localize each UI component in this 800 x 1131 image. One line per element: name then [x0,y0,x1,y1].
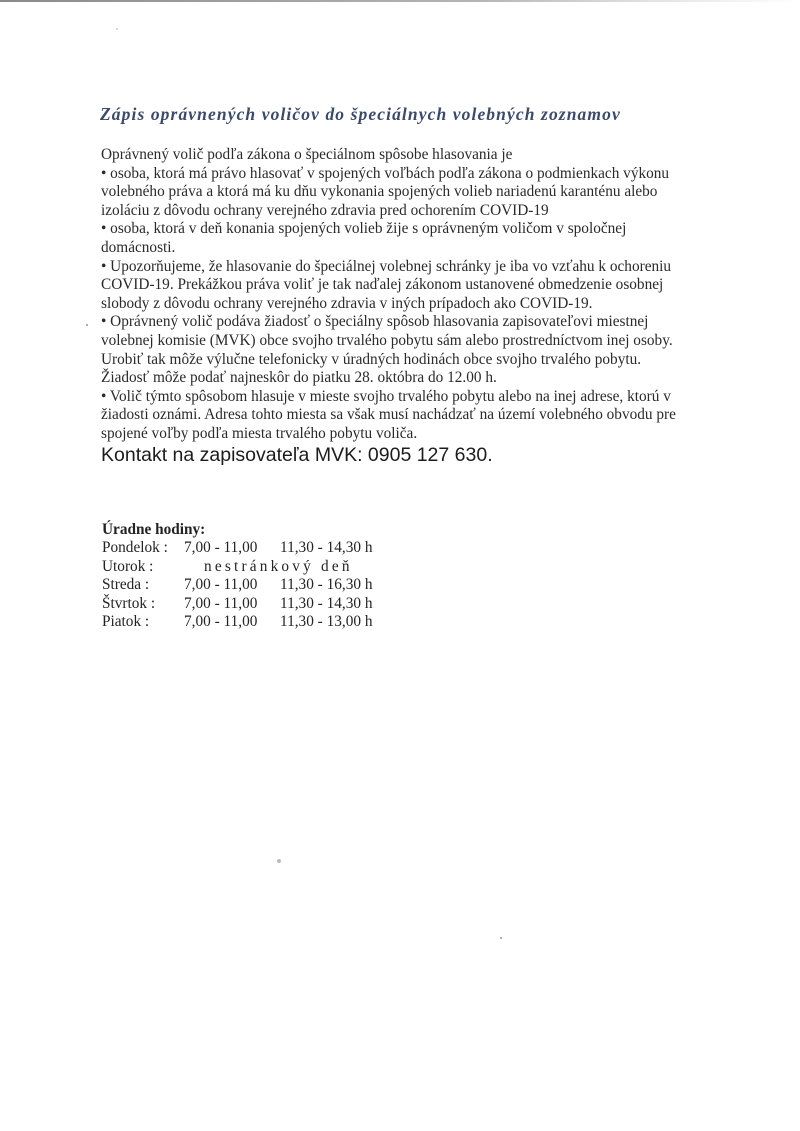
body-line: • Upozorňujeme, že hlasovanie do špeciálnej volebnej schránky je iba vo vzťahu k ochoreniu [101,257,672,275]
body-line: žiadosti oznámi. Adresa tohto miesta sa však musí nachádzať na území volebného obvodu pre [101,406,676,424]
scan-speck [116,28,118,30]
body-line: COVID-19. Prekážkou práva voliť je tak naďalej zákonom ustanovené obmedzenie osobnej [101,276,664,294]
body-line: volebnej komisie (MVK) obce svojho trvalého pobytu sám alebo prostredníctvom inej osoby. [101,331,673,349]
scan-speck [277,859,281,863]
body-line: domácnosti. [101,238,176,256]
body-line: Žiadosť môže podať najneskôr do piatku 28. októbra do 12.00 h. [101,369,497,387]
body-line: spojené voľby podľa miesta trvalého pobytu voliča. [101,424,418,442]
hours-day: Streda : [102,576,150,594]
body-line: • Oprávnený volič podáva žiadosť o špeciálny spôsob hlasovania zapisovateľovi miestnej [101,313,649,331]
hours-morning: 7,00 - 11,00 [184,594,258,612]
body-line: izoláciu z dôvodu ochrany verejného zdravia pred ochorením COVID-19 [101,201,549,219]
body-line: Oprávnený volič podľa zákona o špeciálnom spôsobe hlasovania je [101,146,513,163]
hours-day: Štvrtok : [102,594,156,612]
document-body [101,146,721,444]
body-line: Urobiť tak môže výlučne telefonicky v úradných hodinách obce svojho trvalého pobytu. [101,350,642,368]
hours-morning: 7,00 - 11,00 [184,576,258,594]
hours-row-wednesday [102,576,372,594]
hours-closed-note: nestránkový deň [204,557,353,575]
hours-row-friday [102,613,372,631]
body-line: • osoba, ktorá má právo hlasovať v spojených voľbách podľa zákona o podmienkach výkonu [101,164,670,182]
body-line: • osoba, ktorá v deň konania spojených volieb žije s oprávneným voličom v spoločnej [101,220,627,238]
body-line: volebného práva a ktorá má ku dňu vykonania spojených volieb nariadenú karanténu alebo [101,183,658,201]
hours-afternoon: 11,30 - 16,30 h [280,576,373,594]
body-line: • Volič týmto spôsobom hlasuje v mieste svojho trvalého pobytu alebo na inej adrese, ktorú v [101,387,671,405]
hours-day: Pondelok : [102,539,168,557]
hours-row-tuesday [102,558,372,576]
hours-afternoon: 11,30 - 14,30 h [280,594,373,612]
contact-phone: Kontakt na zapisovateľa MVK: 0905 127 630. [101,444,493,466]
scan-speck [86,324,88,326]
document-title: Zápis oprávnených voličov do špeciálnych volebných zoznamov [100,104,621,124]
scan-top-edge [0,0,800,2]
scan-speck [500,937,502,939]
body-line: slobody z dôvodu ochrany verejného zdravia v iných prípadoch ako COVID-19. [101,294,593,312]
hours-day: Piatok : [102,613,150,631]
hours-morning: 7,00 - 11,00 [184,613,258,631]
hours-row-monday [102,539,372,557]
office-hours-title: Úradne hodiny: [102,521,206,538]
hours-afternoon: 11,30 - 13,00 h [280,613,373,631]
hours-row-thursday [102,595,372,613]
hours-day: Utorok : [102,557,154,575]
hours-morning: 7,00 - 11,00 [184,539,258,557]
office-hours [102,521,372,631]
hours-afternoon: 11,30 - 14,30 h [280,539,373,557]
